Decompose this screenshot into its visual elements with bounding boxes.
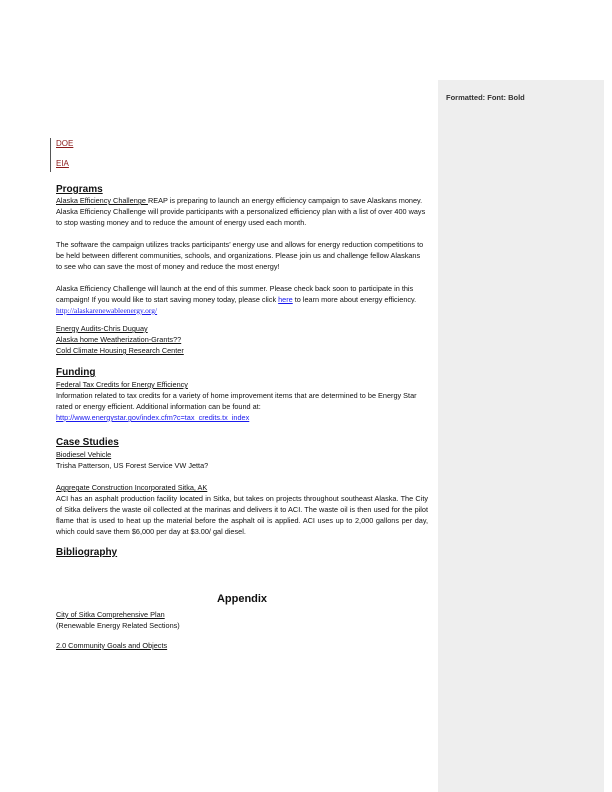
energystar-url-link[interactable]: http://www.energystar.gov/index.cfm?c=tax_credits.tx_index bbox=[56, 413, 250, 422]
eia-link[interactable]: EIA bbox=[56, 159, 69, 168]
appendix-section bbox=[56, 609, 428, 651]
sitka-plan-link[interactable]: City of Sitka Comprehensive Plan bbox=[56, 610, 165, 619]
community-goals-link[interactable]: 2.0 Community Goals and Objects bbox=[56, 641, 168, 650]
p1-text: REAP is preparing to launch an energy efficiency campaign to save Alaskans money. Alaska Efficiency Challenge will provide participants with a personalized efficiency plan with a list of over 400 ways to stop wasting money and to reduce the amount of energy used each month. bbox=[56, 196, 426, 227]
comment-label: Formatted: Font: Bold bbox=[446, 93, 525, 102]
p3-text: Alaska Efficiency Challenge will launch at the end of this summer. Please check back soon to participate in this campaign! If you would like to start saving money today, please click bbox=[56, 284, 414, 304]
weatherization-link[interactable]: Alaska home Weatherization-Grants?? bbox=[56, 335, 182, 344]
aci-text: ACI has an asphalt production facility located in Sitka, but takes on projects throughout southeast Alaska. The City of Sitka delivers the waste oil collected at the marinas and delivers it to ACI. The waste oil is then used for the pilot flame that is used to heat up the material before the asphalt oil is applied. ACI uses up to 2,000 gallons per day, which could save them $6,000 per day at $3.00/ gal diesel. bbox=[56, 494, 428, 536]
case-studies-section bbox=[56, 449, 428, 537]
alaska-efficiency-link[interactable]: Alaska Efficiency Challenge bbox=[56, 196, 148, 205]
reap-url-link[interactable]: http://alaskarenewableenergy.org/ bbox=[56, 306, 158, 315]
link-eia[interactable] bbox=[56, 158, 428, 169]
case-studies-heading: Case Studies bbox=[56, 437, 119, 448]
biodiesel-link[interactable]: Biodiesel Vehicle bbox=[56, 450, 112, 459]
programs-paragraph-2: The software the campaign utilizes tracks participants’ energy use and allows for energy reduction competitions to be held between different communities, schools, and organizations. Please join us and challenge fellow Alaskans to see who can save the most of money and reduce the most energy! bbox=[56, 240, 424, 271]
biodiesel-text: Trisha Patterson, US Forest Service VW Jetta? bbox=[56, 461, 209, 470]
energy-audits-link[interactable]: Energy Audits-Chris Duguay bbox=[56, 324, 148, 333]
programs-paragraph-1 bbox=[56, 195, 428, 228]
funding-heading: Funding bbox=[56, 367, 96, 378]
tax-credits-link[interactable]: Federal Tax Credits for Energy Efficiency bbox=[56, 380, 188, 389]
here-link[interactable]: here bbox=[278, 295, 293, 304]
funding-text: Information related to tax credits for a variety of home improvement items that are determined to be Energy Star rated or energy efficient. Additional information can be found at: bbox=[56, 391, 417, 411]
link-doe[interactable] bbox=[56, 138, 428, 149]
comment-pane bbox=[438, 80, 604, 792]
programs-paragraph-3 bbox=[56, 283, 428, 316]
appendix-heading: Appendix bbox=[216, 593, 268, 605]
program-links bbox=[56, 323, 428, 356]
aci-link[interactable]: Aggregate Construction Incorporated Sitka, AK bbox=[56, 483, 208, 492]
funding-section bbox=[56, 379, 428, 423]
p3-text-2: to learn more about energy efficiency. bbox=[292, 295, 417, 304]
change-bar bbox=[50, 138, 51, 172]
programs-heading: Programs bbox=[56, 184, 103, 195]
bibliography-heading: Bibliography bbox=[56, 547, 118, 558]
doe-link[interactable]: DOE bbox=[56, 139, 74, 148]
sitka-plan-note: (Renewable Energy Related Sections) bbox=[56, 621, 180, 630]
cchrc-link[interactable]: Cold Climate Housing Research Center bbox=[56, 346, 184, 355]
